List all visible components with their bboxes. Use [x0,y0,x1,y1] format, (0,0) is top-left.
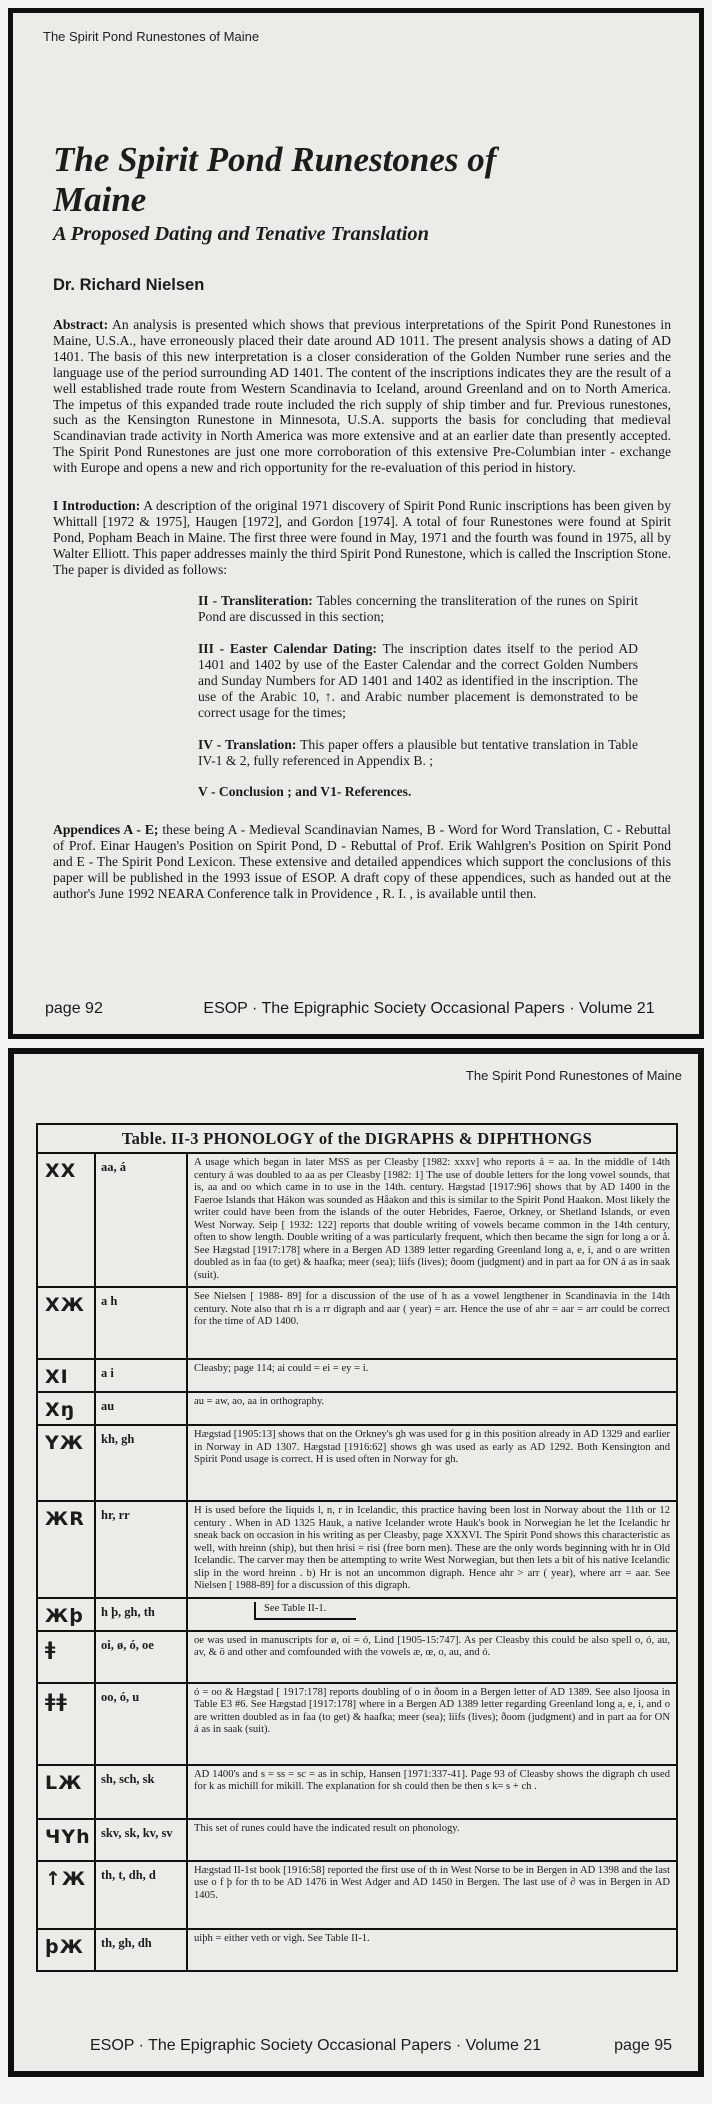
section-text: Tables concerning the transliteration of the runes on Spirit Pond are discussed in this section; [198,593,639,625]
rune-description: uiþh = either veth or vigh. See Table II-1. [186,1930,676,1970]
see-table-note: See Table II-1. [254,1602,356,1621]
rune-values: h þ, gh, th [94,1599,186,1630]
rune-description: This set of runes could have the indicated result on phonology. [186,1820,676,1860]
rune-glyph: ↑Ж [45,1867,87,1890]
section-item-easter-calendar [198,641,638,720]
rune-description: oe was used in manuscripts for ø, oi = ó, Lind [1905-15:747]. As per Cleasby this could be also spell o, ó, au, av, & ö and other and comfounded with the vowels æ, œ, o, au, and ó. [186,1632,676,1682]
paper-subtitle: A Proposed Dating and Tenative Translation [53,223,430,246]
page-footer [43,1000,671,1020]
rune-values: oo, ó, u [94,1684,186,1764]
section-label: III - Easter Calendar Dating: [198,641,377,657]
section-item-conclusion [198,784,638,800]
rune-glyph: XЖ [45,1294,85,1316]
table-row [38,1930,676,1970]
running-head: The Spirit Pond Runestones of Maine [465,1068,682,1083]
rune-description: au = aw, ao, aa in orthography. [186,1393,676,1424]
rune-description: H is used before the liquids l, n, r in Icelandic, this practice having been lost in Norway about the 11th or 12 century . When in AD 1325 Hauk, a native Icelander wrote Hauk's book in Norwegian he let the Icelandic hr sneak back on occasion in his writing as per Cleasby, page XXXVI. The Spirit Pond shows this characteristic as well, with hreinn (ship), but then hrisi = risi (free born men). These are the only words beginning with hr in Old Icelandic. The carver may then be attempting to write West Norwegian, but then lets a bit of his native Icelandic slip in the word hreinn . b) Hr is not an uncommon digraph. Hence ahr > arr ( year), where arr = aar. See Nielsen [ 1988-89] for a discussion of this digraph. [186,1502,676,1597]
rune-description [186,1599,676,1630]
rune-glyph: ǂǂ [45,1689,68,1712]
scanned-document [0,8,712,2104]
section-label: V - Conclusion ; and V1- References. [198,784,412,800]
section-text: This paper offers a plausible but tentative translation in Table IV-1 & 2, fully referenced in Appendix B. ; [198,736,638,768]
rune-glyph: Жþ [45,1604,84,1627]
table-row [38,1766,676,1820]
introduction-label: I Introduction: [53,498,141,513]
rune-description: AD 1400's and s = ss = sc = as in schip, Hansen [1971:337-41]. Page 93 of Cleasby shows the digraph ch used for k as michill for mikill. The explanation for sh could then be then s k= s + ch . [186,1766,676,1818]
rune-values: th, t, dh, d [94,1862,186,1928]
journal-title: ESOP · The Epigraphic Society Occasional Papers · Volume 21 [203,1000,655,1017]
rune-description: Cleasby; page 114; ai could = ei = ey = i. [186,1360,676,1391]
section-label: IV - Translation: [198,736,297,752]
rune-glyph: ЧYh [45,1825,91,1848]
page-footer [30,2037,682,2059]
rune-values: au [94,1393,186,1424]
rune-glyph: LЖ [45,1771,83,1794]
table-row [38,1288,676,1360]
table-row [38,1632,676,1684]
rune-values: kh, gh [94,1426,186,1500]
rune-values: hr, rr [94,1502,186,1597]
section-label: II - Transliteration: [198,593,313,609]
rune-values: skv, sk, kv, sv [94,1820,186,1860]
section-list [43,577,671,800]
table-row [38,1360,676,1393]
table-row [38,1684,676,1766]
rune-values: th, gh, dh [94,1930,186,1970]
introduction-text: A description of the original 1971 discovery of Spirit Pond Runic inscriptions has been given by Whittall [1972 & 1975], Haugen [1972], and Gordon [1974]. A total of four Runestones were found at Spirit Pond, Popham Beach in Maine. The first three were found in May, 1971 and the fourth was found in 1975, all by Walter Elliott. This paper addresses mainly the third Spirit Pond Runestone, which is called the Inscription Stone. The paper is divided as follows: [53,498,672,577]
running-head: The Spirit Pond Runestones of Maine [43,29,260,44]
author-name: Dr. Richard Nielsen [53,276,205,295]
appendices-paragraph [53,822,671,901]
table-row [38,1820,676,1862]
page-95 [8,1048,704,2077]
rune-description: Hægstad II-1st book [1916:58] reported the first use of th in West Norse to be in Bergen in AD 1398 and the last use o f þ for th to be AD 1476 in West Adger and AD 1450 in Bergen. The last use of ∂ was in Bergen in AD 1405. [186,1862,676,1928]
page-number: page 92 [45,1000,103,1017]
rune-glyph: YЖ [45,1432,85,1454]
introduction-paragraph [53,498,671,577]
rune-values: a i [94,1360,186,1391]
journal-title: ESOP · The Epigraphic Society Occasional Papers · Volume 21 [90,2037,542,2054]
table-row [38,1599,676,1632]
rune-values: aa, á [94,1154,186,1286]
section-text: The inscription dates itself to the period AD 1401 and 1402 by use of the Easter Calendar and the correct Golden Numbers and Sunday Numbers for AD 1401 and 1402 as identified in the inscription. The use of the Arabic 10, ↑. and Arabic number placement is demonstrated to be correct usage for the times; [198,641,638,720]
table-row [38,1502,676,1599]
abstract-paragraph [53,317,671,476]
rune-values: oi, ø, ó, oe [94,1632,186,1682]
table-row [38,1862,676,1930]
phonology-table [36,1123,678,1972]
rune-description: ó = oo & Hægstad [ 1917:178] reports doubling of o in ðoom in a Bergen letter of AD 1389. See also ljoosa in Table E3 #6. See Hægstad [1917:178] where in a Bergen AD 1389 letter regarding Greenland long a, e, i, and o are written doubled as in faa (to get) & haafka; meer (sea); liifs (lives); ðoom (judgment) and in part aa for ON á as in saak (suit). [186,1684,676,1764]
appendices-text: these being A - Medieval Scandinavian Names, B - Word for Word Translation, C - Rebuttal of Prof. Einar Haugen's Position on Spirit Pond, D - Rebuttal of Prof. Erik Wahlgren's Position on Spirit Pond and E - The Spirit Pond Lexicon. These extensive and detailed appendices which support the conclusions of this paper will be published in the 1993 issue of ESOP. A draft copy of these appendices, such as handed out at the author's June 1992 NEARA Conference talk in Providence , R. I. , is available until then. [53,822,672,901]
table-row [38,1154,676,1288]
bottom-margin [0,2077,712,2104]
table-title: Table. II-3 PHONOLOGY of the DIGRAPHS & DIPHTHONGS [38,1125,676,1154]
table-row [38,1393,676,1426]
rune-glyph: XX [45,1160,77,1182]
rune-glyph: þЖ [45,1935,84,1958]
rune-glyph: ǂ [45,1637,57,1660]
page-92 [8,8,704,1039]
paper-title: The Spirit Pond Runestones of Maine [53,140,497,219]
rune-description: Hægstad [1905:13] shows that on the Orkney's gh was used for g in this position already in AD 1329 and earlier in Norway in AD 1307. Hægstad [1916:62] shows gh was used as early as AD 1292. Both Kensington and Spirit Pond usage is correct. H is used often in Norway for gh. [186,1426,676,1500]
page-number: page 95 [614,2037,672,2054]
abstract-text: An analysis is presented which shows that previous interpretations of the Spirit Pond Runestones in Maine, U.S.A., have erroneously placed their date around AD 1011. The present analysis shows a dating of AD 1401. The basis of this new interpretation is a closer consideration of the Golden Number rune series and the language use of the period surrounding AD 1401. The content of the inscriptions indicates they are the result of a well established trade route from Western Scandinavia to Iceland, around Greenland and on to North America. The impetus of this expanded trade route included the rich supply of ship timber and fur. Previous runestones, such as the Kensington Runestone in Minnesota, U.S.A. supports the basis for concluding that medieval Scandinavian trade activity in North America was more extensive and at an earlier date than presently accepted. The Spirit Pond Runestones are just one more corroboration of this extensive Pre-Columbian inter - exchange with Europe and opens a new and rich opportunity for the re-evaluation of this period in history. [53,317,671,476]
rune-values: a h [94,1288,186,1358]
abstract-label: Abstract: [53,317,109,333]
rune-glyph: Xŋ [45,1399,76,1421]
rune-description: A usage which began in later MSS as per Cleasby [1982: xxxv] who reports á = aa. In the middle of 14th century á was doubled to aa as per Cleasby [1982: 1] The use of double letters for the long vowel sounds, that is, aa and oo which came in to use in the 14th. century. Hægstad [1917:96] shows that by AD 1400 in the Faeroe Islands that Hákon was sounded as Håakon and this is similar to the Spirit Pond Haakon. Most likely the writer could have been from the islands of the outer Hebrides, Faeroe, Orkney, or Shetland Islands, or even West Norway. Seip [ 1932: 122] reports that double writing of vowels became common in the 14th century, often to show length. Double writing of a was particularly frequent, which then became the sign for long a or å. See Hægstad [1917:178] where in a Bergen AD 1389 letter regarding Greenland long a, e, i, and o are written doubled as in faa (to get) & haafka; meer (sea); liifs (lives); ðoom (judgment) and in part aa for ON á as in saak (suit). [186,1154,676,1286]
table-row [38,1426,676,1502]
section-item-translation [198,737,638,769]
page-gap [0,1039,712,1048]
rune-values: sh, sch, sk [94,1766,186,1818]
rune-glyph: XI [45,1366,69,1388]
section-item-transliteration [198,593,638,625]
appendices-label: Appendices A - E; [53,822,159,838]
rune-glyph: ЖR [45,1508,85,1530]
rune-description: See Nielsen [ 1988- 89] for a discussion of the use of h as a vowel lengthener in Scandinavia in the 14th century. Note also that rh is a rr digraph and aar ( year) = arr. Hence the use of ahr = aar = arr could be correct for the time of AD 1400. [186,1288,676,1358]
